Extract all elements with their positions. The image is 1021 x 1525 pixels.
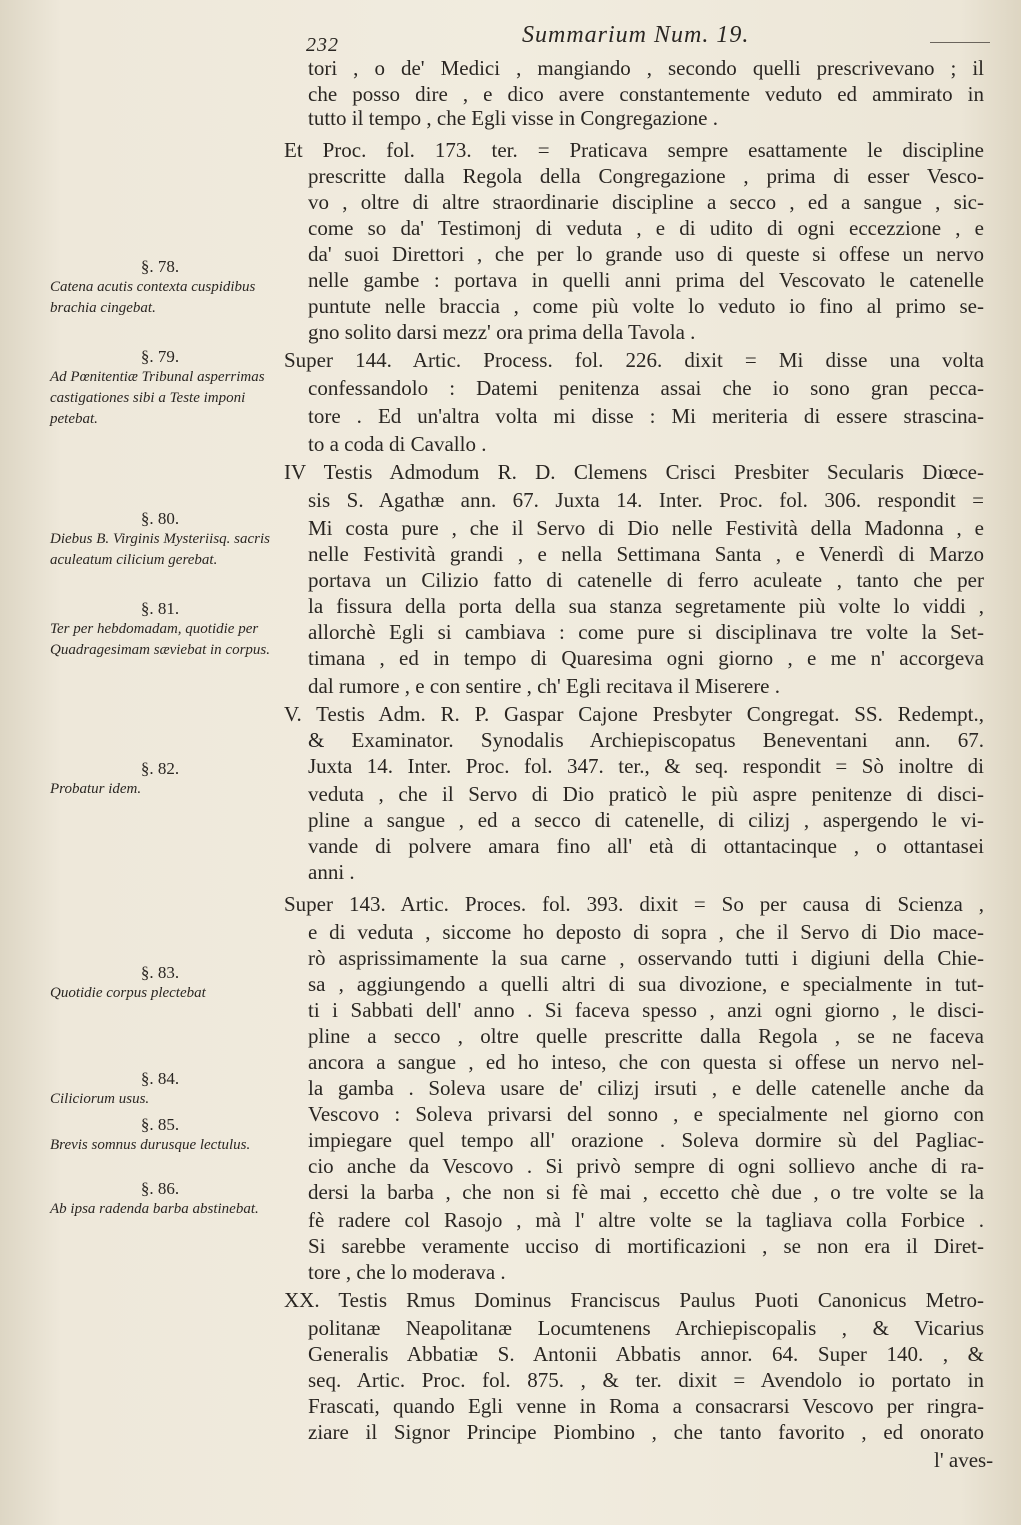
margin-note (50, 256, 270, 319)
text-line: cio anche da Vescovo . Si privò sempre di ogni sollievo anche di ra- (308, 1154, 984, 1178)
text-line: V. Testis Adm. R. P. Gaspar Cajone Presbyter Congregat. SS. Redempt., (284, 702, 984, 726)
text-line: fè radere col Rasojo , mà l' altre volte se la tagliava colla Forbice . (308, 1208, 984, 1232)
text-line: pline a secco , oltre quelle prescritte dalla Regola , se ne faceva (308, 1024, 984, 1048)
text-line: la fissura della porta della sua stanza segretamente più volte lo viddi , (308, 594, 984, 618)
margin-note (50, 346, 270, 430)
text-line: Super 143. Artic. Proces. fol. 393. dixit = So per causa di Scienza , (284, 892, 984, 916)
margin-note (50, 962, 270, 1004)
text-line: rò asprissimamente la sua carne , osservando tutti i digiuni della Chie- (308, 946, 984, 970)
text-line: nelle gambe : portava in quelli anni prima del Vescovato le catenelle (308, 268, 984, 292)
text-line: allorchè Egli si cambiava : come pure si disciplinava tre volte la Set- (308, 620, 984, 644)
section-number: §. 86. (140, 1179, 180, 1198)
text-line: ziare il Signor Principe Piombino , che tanto favorito , ed onorato (308, 1420, 984, 1444)
section-number: §. 81. (140, 599, 180, 618)
text-line: vande di polvere amara fino all' età di ottantacinque , o ottantasei (308, 834, 984, 858)
section-number: §. 79. (140, 347, 180, 366)
text-line: e di veduta , siccome ho deposto di sopra , che il Servo di Dio mace- (308, 920, 984, 944)
margin-note-text: Ter per hebdomadam, quotidie per Quadragesimam sæviebat in corpus. (50, 621, 270, 658)
text-line: dersi la barba , che non si fè mai , eccetto chè due , o tre volte se la (308, 1180, 984, 1204)
text-line: puntute nelle braccia , come più volte lo veduto io fino al primo se- (308, 294, 984, 318)
text-line: sa , aggiungendo a quelli altri di sua divozione, e specialmente in tut- (308, 972, 984, 996)
text-line: confessandolo : Datemi penitenza assai che io sono gran pecca- (308, 376, 984, 400)
text-line: prescritte dalla Regola della Congregazione , prima di esser Vesco- (308, 164, 984, 188)
text-line: veduta , che il Servo di Dio praticò le più aspre penitenze di disci- (308, 782, 984, 806)
section-number: §. 78. (140, 257, 180, 276)
text-line: Vescovo : Soleva privarsi del sonno , e specialmente nel giorno con (308, 1102, 984, 1126)
running-head: Summarium Num. 19. (522, 22, 750, 48)
text-line: to a coda di Cavallo . (308, 432, 487, 456)
text-line: Si sarebbe veramente ucciso di mortificazioni , se non era il Diret- (308, 1234, 984, 1258)
text-line: dal rumore , e con sentire , ch' Egli recitava il Miserere . (308, 674, 781, 698)
text-line: tore . Ed un'altra volta mi disse : Mi meriteria di essere strascina- (308, 404, 984, 428)
text-line: Et Proc. fol. 173. ter. = Praticava sempre esattamente le discipline (284, 138, 984, 162)
text-line: nelle Festività grandi , e nella Settimana Santa , e Venerdì di Marzo (308, 542, 984, 566)
section-number: §. 83. (140, 963, 180, 982)
text-line: ancora a sangue , ed ho inteso, che con questa si offese un nervo nel- (308, 1050, 984, 1074)
margin-note-text: Diebus B. Virginis Mysteriisq. sacris aculeatum cilicium gerebat. (50, 531, 270, 568)
margin-note (50, 508, 270, 571)
text-line: anni . (308, 860, 355, 884)
text-line: che posso dire , e dico avere constantemente veduto ed ammirato in (308, 82, 984, 106)
text-line: gno solito darsi mezz' ora prima della Tavola . (308, 320, 696, 344)
text-line: tutto il tempo , che Egli visse in Congregazione . (308, 106, 719, 130)
section-number: §. 84. (140, 1069, 180, 1088)
text-line: politanæ Neapolitanæ Locumtenens Archiepiscopalis , & Vicarius (308, 1316, 984, 1340)
text-line: Juxta 14. Inter. Proc. fol. 347. ter., & seq. respondit = Sò inoltre di (308, 754, 984, 778)
section-number: §. 82. (140, 759, 180, 778)
margin-note (50, 1114, 270, 1156)
page-header (0, 22, 1021, 56)
text-line: tori , o de' Medici , mangiando , secondo quelli prescrivevano ; il (308, 56, 984, 80)
text-line: sis S. Agathæ ann. 67. Juxta 14. Inter. Proc. fol. 306. respondit = (308, 488, 984, 512)
text-line: & Examinator. Synodalis Archiepiscopatus Beneventani ann. 67. (308, 728, 984, 752)
margin-note-text: Quotidie corpus plectebat (50, 985, 206, 1001)
text-line: Mi costa pure , che il Servo di Dio nelle Festività della Madonna , e (308, 516, 984, 540)
margin-note (50, 598, 270, 661)
text-line: Generalis Abbatiæ S. Antonii Abbatis annor. 64. Super 140. , & (308, 1342, 984, 1366)
margin-note-text: Probatur idem. (50, 781, 142, 797)
section-number: §. 85. (140, 1115, 180, 1134)
text-line: timana , ed in tempo di Quaresima ogni giorno , e me n' accorgeva (308, 646, 984, 670)
margin-note-text: Brevis somnus durusque lectulus. (50, 1137, 251, 1153)
text-line: Super 144. Artic. Process. fol. 226. dixit = Mi disse una volta (284, 348, 984, 372)
text-line: IV Testis Admodum R. D. Clemens Crisci Presbiter Secularis Diœce- (284, 460, 984, 484)
page-number: 232 (306, 34, 339, 56)
margin-note (50, 1068, 270, 1110)
text-line: tore , che lo moderava . (308, 1260, 506, 1284)
text-line: vo , oltre di altre straordinarie discipline a secco , ed a sangue , sic- (308, 190, 984, 214)
margin-note-text: Ciliciorum usus. (50, 1091, 150, 1107)
text-line: Frascati, quando Egli venne in Roma a consacrarsi Vescovo per ringra- (308, 1394, 984, 1418)
text-line: seq. Artic. Proc. fol. 875. , & ter. dixit = Avendolo io portato in (308, 1368, 984, 1392)
text-line: la gamba . Soleva usare de' cilizj irsuti , e delle catenelle anche da (308, 1076, 984, 1100)
margin-note (50, 1178, 270, 1220)
text-line: portava un Cilizio fatto di catenelle di ferro aculeate , tanto che per (308, 568, 984, 592)
text-line: impiegare quel tempo all' orazione . Soleva dormire sù del Pagliac- (308, 1128, 984, 1152)
section-number: §. 80. (140, 509, 180, 528)
margin-note-text: Ab ipsa radenda barba abstinebat. (50, 1201, 259, 1217)
header-rule (930, 42, 990, 43)
text-line: XX. Testis Rmus Dominus Franciscus Paulus Puoti Canonicus Metro- (284, 1288, 984, 1312)
text-line: pline a sangue , ed a secco di catenelle, di cilizj , aspergendo le vi- (308, 808, 984, 832)
margin-note (50, 758, 270, 800)
text-line: da' suoi Direttori , che per lo grande uso di queste si offese un nervo (308, 242, 984, 266)
margin-note-text: Ad Pœnitentiæ Tribunal asperrimas castigationes sibi a Teste imponi petebat. (50, 369, 265, 427)
text-line: l' aves- (934, 1448, 994, 1472)
margin-note-text: Catena acutis contexta cuspidibus brachia cingebat. (50, 279, 256, 316)
text-line: come so da' Testimonj di veduta , e di udito di ogni eccezzione , e (308, 216, 984, 240)
text-line: ti i Sabbati dell' anno . Si faceva spesso , anzi ogni giorno , le disci- (308, 998, 984, 1022)
